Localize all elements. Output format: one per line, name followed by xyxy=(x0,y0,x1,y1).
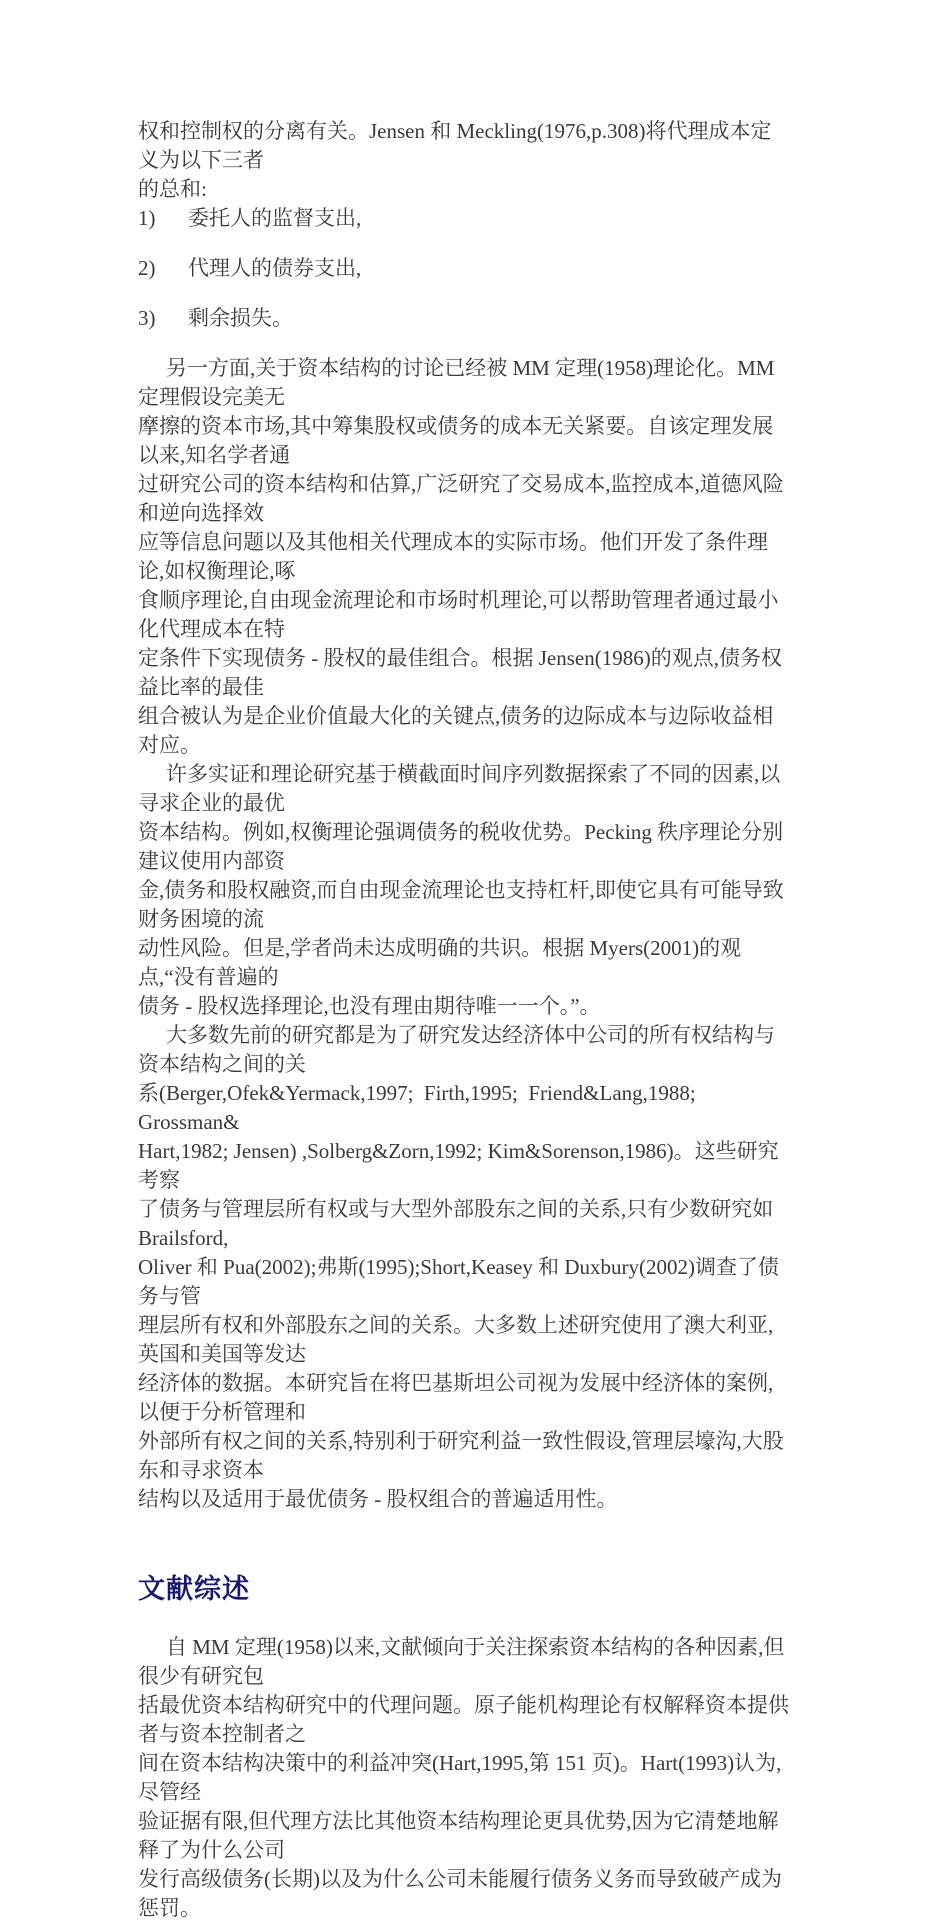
list-item-text: 委托人的监督支出, xyxy=(188,206,362,230)
paragraph-line: 过研究公司的资本结构和估算,广泛研究了交易成本,监控成本,道德风险和逆向选择效 xyxy=(138,472,784,525)
paragraph-line: 外部所有权之间的关系,特别利于研究利益一致性假设,管理层壕沟,大股东和寻求资本 xyxy=(138,1429,784,1482)
paragraph-line: 食顺序理论,自由现金流理论和市场时机理论,可以帮助管理者通过最小化代理成本在特 xyxy=(138,588,779,641)
paragraph-line: 定条件下实现债务 - 股权的最佳组合。根据 Jensen(1986)的观点,债务权益比率的最佳 xyxy=(138,646,782,699)
list-marker: 1) xyxy=(138,206,156,230)
paragraph-line: 理层所有权和外部股东之间的关系。大多数上述研究使用了澳大利亚,英国和美国等发达 xyxy=(138,1313,774,1366)
paragraph-mm-theorem xyxy=(138,354,792,760)
list-item-text: 代理人的债券支出, xyxy=(188,256,362,280)
paragraph-line: 自 MM 定理(1958)以来,文献倾向于关注探索资本结构的各种因素,但很少有研究包 xyxy=(138,1635,785,1688)
paragraph-line: 许多实证和理论研究基于横截面时间序列数据探索了不同的因素,以寻求企业的最优 xyxy=(138,762,781,815)
paragraph-line: Hart,1982; Jensen) ,Solberg&Zorn,1992; Kim&Sorenson,1986)。这些研究考察 xyxy=(138,1139,779,1192)
paragraph-line: 金,债务和股权融资,而自由现金流理论也支持杠杆,即使它具有可能导致财务困境的流 xyxy=(138,878,784,931)
paragraph-literature-intro xyxy=(138,1633,792,1923)
paragraph-line: 动性风险。但是,学者尚未达成明确的共识。根据 Myers(2001)的观点,“没有普遍的 xyxy=(138,936,742,989)
paragraph-empirical-studies xyxy=(138,760,792,1021)
list-item-residual-loss xyxy=(138,304,792,333)
paragraph-line: 经济体的数据。本研究旨在将巴基斯坦公司视为发展中经济体的案例,以便于分析管理和 xyxy=(138,1371,774,1424)
paragraph-line: 组合被认为是企业价值最大化的关键点,债务的边际成本与边际收益相对应。 xyxy=(138,704,774,757)
list-marker: 3) xyxy=(138,306,156,330)
list-item-monitoring-expense xyxy=(138,204,792,233)
paragraph-line: 了债务与管理层所有权或与大型外部股东之间的关系,只有少数研究如 Brailsford, xyxy=(138,1197,779,1250)
paragraph-line: 结构以及适用于最优债务 - 股权组合的普遍适用性。 xyxy=(138,1487,618,1511)
paragraph-line: 另一方面,关于资本结构的讨论已经被 MM 定理(1958)理论化。MM 定理假设完美无 xyxy=(138,356,780,409)
paragraph-prior-research xyxy=(138,1021,792,1514)
paragraph-line: 发行高级债务(长期)以及为什么公司未能履行债务义务而导致破产成为惩罚。 xyxy=(138,1867,782,1920)
paragraph-line: 应等信息问题以及其他相关代理成本的实际市场。他们开发了条件理论,如权衡理论,啄 xyxy=(138,530,768,583)
paragraph-line: 资本结构。例如,权衡理论强调债务的税收优势。Pecking 秩序理论分别建议使用内部资 xyxy=(138,820,784,873)
paragraph-agency-cost-definition xyxy=(138,117,792,204)
paragraph-line: 系(Berger,Ofek&Yermack,1997; Firth,1995; Friend&Lang,1988; Grossman& xyxy=(138,1081,707,1134)
paragraph-line: 括最优资本结构研究中的代理问题。原子能机构理论有权解释资本提供者与资本控制者之 xyxy=(138,1693,789,1746)
paragraph-line: 验证据有限,但代理方法比其他资本结构理论更具优势,因为它清楚地解释了为什么公司 xyxy=(138,1809,779,1862)
paragraph-line: Oliver 和 Pua(2002);弗斯(1995);Short,Keasey 和 Duxbury(2002)调查了债务与管 xyxy=(138,1255,779,1308)
section-heading-literature-review: 文献综述 xyxy=(138,1574,250,1604)
paragraph-line: 的总和: xyxy=(138,177,207,201)
list-item-text: 剩余损失。 xyxy=(188,306,293,330)
list-item-bonding-expense xyxy=(138,254,792,283)
paragraph-line: 权和控制权的分离有关。Jensen 和 Meckling(1976,p.308)将代理成本定义为以下三者 xyxy=(138,119,772,172)
list-marker: 2) xyxy=(138,256,156,280)
paragraph-line: 大多数先前的研究都是为了研究发达经济体中公司的所有权结构与资本结构之间的关 xyxy=(138,1023,775,1076)
paragraph-line: 间在资本结构决策中的利益冲突(Hart,1995,第 151 页)。Hart(1993)认为,尽管经 xyxy=(138,1751,782,1804)
paragraph-line: 债务 - 股权选择理论,也没有理由期待唯一一个。”。 xyxy=(138,994,601,1018)
paragraph-line: 摩擦的资本市场,其中筹集股权或债务的成本无关紧要。自该定理发展以来,知名学者通 xyxy=(138,414,774,467)
